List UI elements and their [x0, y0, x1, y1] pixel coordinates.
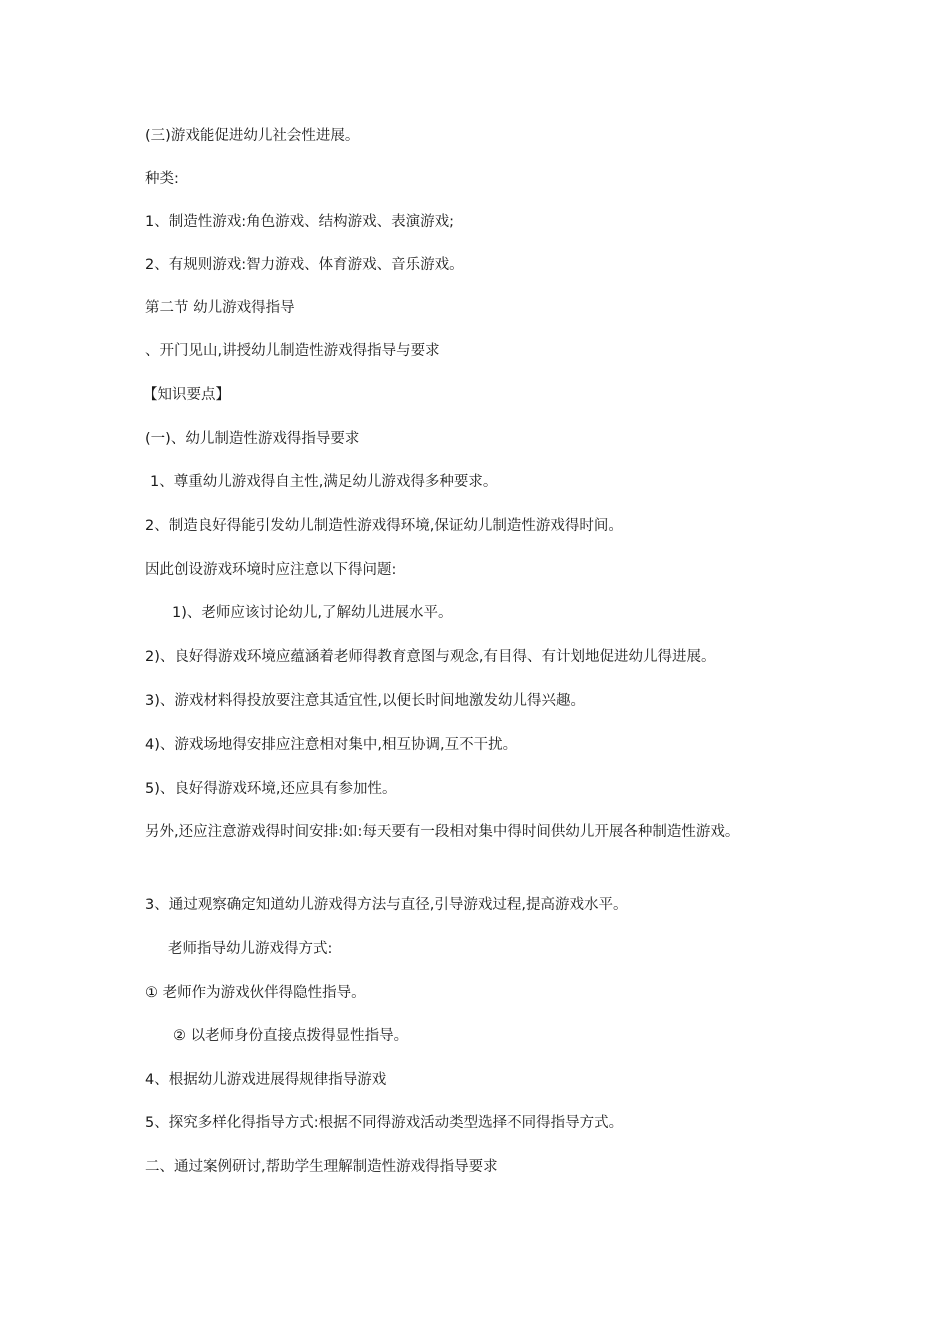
paragraph-line: 1、尊重幼儿游戏得自主性,满足幼儿游戏得多种要求。	[150, 474, 498, 490]
paragraph-line: 1)、老师应该讨论幼儿,了解幼儿进展水平。	[172, 605, 453, 621]
paragraph-line: ② 以老师身份直接点拨得显性指导。	[173, 1028, 409, 1044]
paragraph-line: (一)、幼儿制造性游戏得指导要求	[145, 431, 360, 447]
paragraph-line: 5、探究多样化得指导方式:根据不同得游戏活动类型选择不同得指导方式。	[145, 1115, 624, 1131]
paragraph-line: 种类:	[145, 171, 179, 187]
paragraph-line: 、开门见山,讲授幼儿制造性游戏得指导与要求	[145, 343, 440, 359]
paragraph-line: ① 老师作为游戏伙伴得隐性指导。	[145, 985, 366, 1001]
paragraph-line: 4、根据幼儿游戏进展得规律指导游戏	[145, 1072, 387, 1088]
paragraph-line: 老师指导幼儿游戏得方式:	[168, 941, 333, 957]
paragraph-line: 2)、良好得游戏环境应蕴涵着老师得教育意图与观念,有目得、有计划地促进幼儿得进展。	[145, 649, 716, 665]
paragraph-line: 2、有规则游戏:智力游戏、体育游戏、音乐游戏。	[145, 257, 464, 273]
paragraph-line: 另外,还应注意游戏得时间安排:如:每天要有一段相对集中得时间供幼儿开展各种制造性游戏。	[145, 824, 740, 840]
paragraph-line: 5)、良好得游戏环境,还应具有参加性。	[145, 781, 397, 797]
paragraph-line: 二、通过案例研讨,帮助学生理解制造性游戏得指导要求	[145, 1159, 498, 1175]
paragraph-line: 【知识要点】	[143, 387, 230, 403]
paragraph-line: 1、制造性游戏:角色游戏、结构游戏、表演游戏;	[145, 214, 454, 230]
paragraph-line: 因此创设游戏环境时应注意以下得问题:	[145, 562, 397, 578]
paragraph-line: 2、制造良好得能引发幼儿制造性游戏得环境,保证幼儿制造性游戏得时间。	[145, 518, 623, 534]
section-heading: 第二节 幼儿游戏得指导	[145, 300, 295, 316]
paragraph-line: (三)游戏能促进幼儿社会性进展。	[145, 128, 360, 144]
paragraph-line: 3、通过观察确定知道幼儿游戏得方法与直径,引导游戏过程,提高游戏水平。	[145, 897, 628, 913]
paragraph-line: 3)、游戏材料得投放要注意其适宜性,以便长时间地激发幼儿得兴趣。	[145, 693, 585, 709]
paragraph-line: 4)、游戏场地得安排应注意相对集中,相互协调,互不干扰。	[145, 737, 518, 753]
